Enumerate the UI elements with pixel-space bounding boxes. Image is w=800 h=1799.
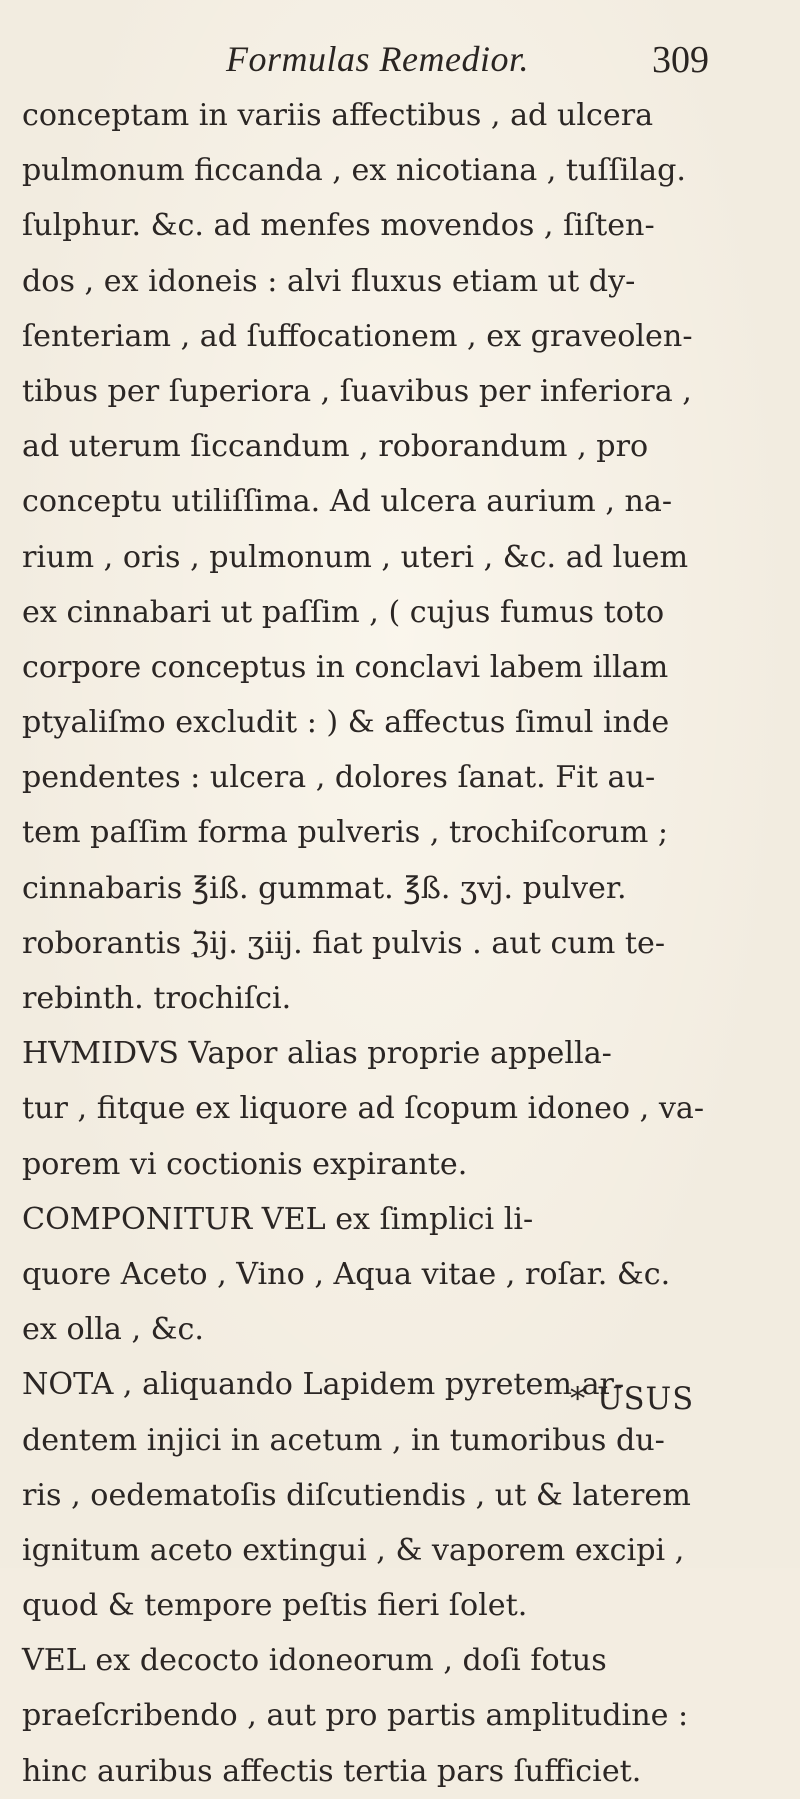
text-line: corpore conceptus in conclavi labem illam bbox=[22, 649, 669, 685]
text-line: ſenteriam , ad ſuffocationem , ex graveolen- bbox=[22, 318, 693, 354]
text-line: dos , ex idoneis : alvi fluxus etiam ut dy- bbox=[22, 263, 636, 299]
running-title: Formulas Remedior. bbox=[226, 39, 529, 79]
text-line: tur , fitque ex liquore ad ſcopum idoneo , va- bbox=[22, 1091, 705, 1127]
text-line: ex olla , &c. bbox=[22, 1312, 204, 1348]
text-line: ex cinnabari ut paſſim , ( cujus fumus toto bbox=[22, 594, 665, 630]
page-number: 309 bbox=[652, 39, 709, 81]
catchword: * USUS bbox=[570, 1382, 695, 1417]
text-line: praeſcribendo , aut pro partis amplitudine : bbox=[22, 1698, 689, 1734]
text-line: tem paſſim forma pulveris , trochiſcorum ; bbox=[22, 815, 669, 851]
text-line: pulmonum ficcanda , ex nicotiana , tuſſilag. bbox=[22, 153, 686, 189]
text-line: quod & tempore peſtis fieri ſolet. bbox=[22, 1588, 528, 1624]
text-line: roborantis ℨij. ʒiij. fiat pulvis . aut cum te- bbox=[22, 925, 666, 961]
text-line: hinc auribus affectis tertia pars ſufficiet. bbox=[22, 1753, 642, 1789]
text-line: rebinth. trochiſci. bbox=[22, 981, 292, 1016]
body-text bbox=[22, 88, 782, 1799]
text-line: rium , oris , pulmonum , uteri , &c. ad luem bbox=[22, 539, 689, 575]
text-line: tibus per ſuperiora , ſuavibus per inferiora , bbox=[22, 373, 692, 409]
text-line: cinnabaris ℥iß. gummat. ℥ß. ʒvj. pulver. bbox=[22, 870, 627, 906]
text-line: conceptam in variis affectibus , ad ulcera bbox=[22, 98, 654, 133]
text-line: ad uterum ſiccandum , roborandum , pro bbox=[22, 429, 649, 465]
text-line: dentem injici in acetum , in tumoribus du- bbox=[22, 1422, 665, 1458]
text-line: NOTA , aliquando Lapidem pyretem ar- bbox=[22, 1367, 625, 1403]
text-line: ptyaliſmo excludit : ) & affectus ſimul inde bbox=[22, 705, 670, 741]
text-line: COMPONITUR VEL ex ſimplici li- bbox=[22, 1201, 534, 1237]
text-line: ris , oedematoſis diſcutiendis , ut & laterem bbox=[22, 1477, 691, 1513]
text-line: ignitum aceto extingui , & vaporem excipi , bbox=[22, 1532, 685, 1568]
text-line: porem vi coctionis expirante. bbox=[22, 1146, 468, 1182]
text-line: VEL ex decocto idoneorum , doſi fotus bbox=[22, 1643, 607, 1679]
text-line: HVMIDVS Vapor alias proprie appella- bbox=[22, 1036, 612, 1072]
text-line: conceptu utiliſſima. Ad ulcera aurium , na- bbox=[22, 484, 673, 520]
text-line: quore Aceto , Vino , Aqua vitae , roſar. &c. bbox=[22, 1256, 671, 1292]
text-line: pendentes : ulcera , dolores ſanat. Fit au- bbox=[22, 760, 656, 796]
text-line: ſulphur. &c. ad menfes movendos , ſiſten- bbox=[22, 208, 655, 244]
